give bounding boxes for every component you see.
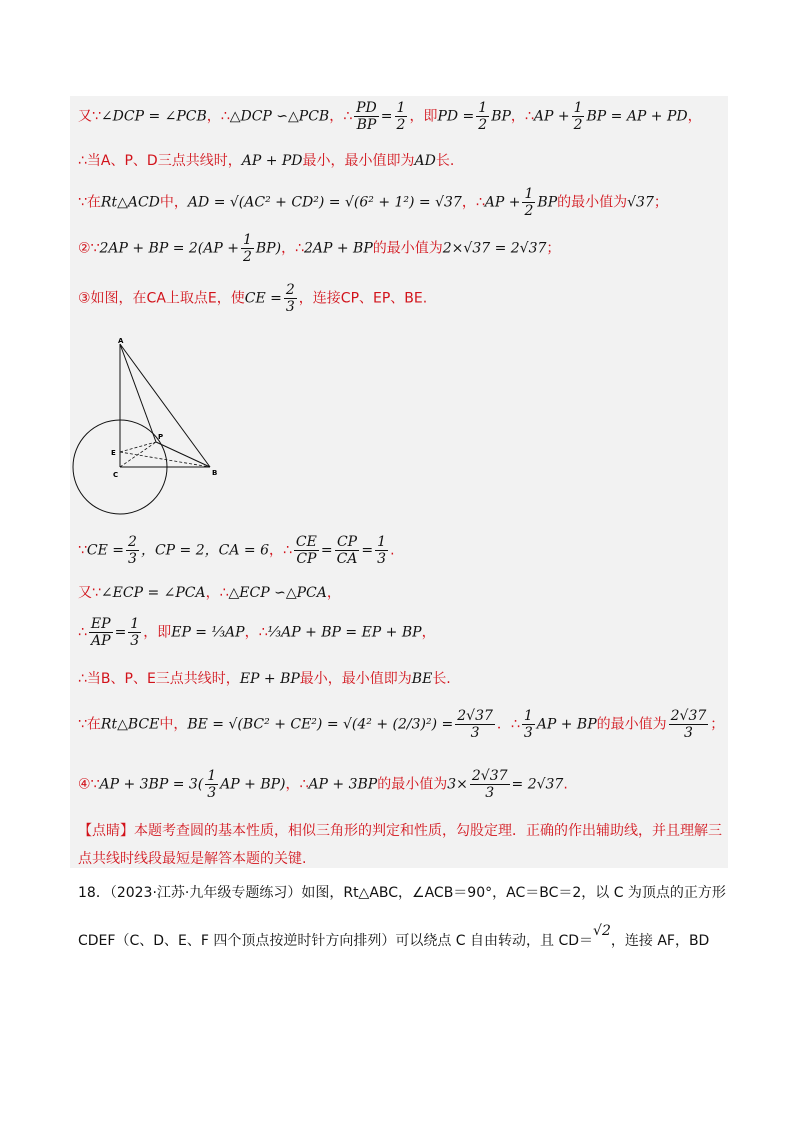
solution-line-6: ∵CE = $\frac{2}{3}$ ，CP = 2，CA = 6，∴ $\frac{CE}{CP}$ = $\frac{CP}{CA}$ = $\frac{1}{3}$ . xyxy=(78,534,395,567)
segment-pb xyxy=(156,442,210,467)
segment-ap xyxy=(120,344,156,442)
comment-line-2: 点共线时线段最短是解答本题的关键. xyxy=(78,851,307,867)
label-a: A xyxy=(118,337,124,345)
solution-line-1: 又∵∠DCP = ∠PCB，∴△DCP ∽△PCB，∴ $\frac{PD}{BP}$ = $\frac{1}{2}$ ，即PD = $\frac{1}{2}$ BP，∴AP + $\frac{1}{2}$ BP = AP + PD， xyxy=(78,100,702,133)
segment-cp xyxy=(120,442,156,467)
solution-line-10: ∵在Rt△BCE中，BE = √(BC² + CE²) = √(4² + (2/3)²) = $\frac{2√37}{3}$ ．∴ $\frac{1}{3}$ AP + BP的最小值为 $\frac{2√37}{3}$ ； xyxy=(78,708,725,741)
solution-line-11: ④∵AP + 3BP = 3( $\frac{1}{3}$ AP + BP)，∴AP + 3BP的最小值为3× $\frac{2√37}{3}$ = 2√37. xyxy=(78,768,568,801)
solution-line-9: ∴当B、P、E三点共线时，EP + BP最小，最小值即为BE长. xyxy=(78,671,451,687)
question-18-line-1: 18．（2023·江苏·九年级专题练习）如图，Rt△ABC，∠ACB＝90°，AC＝BC＝2，以 C 为顶点的正方形 xyxy=(78,885,726,901)
solution-line-2: ∴当A、P、D三点共线时，AP + PD最小，最小值即为AD长. xyxy=(78,153,455,169)
label-e: E xyxy=(111,449,116,457)
label-b: B xyxy=(212,469,218,477)
segment-ep xyxy=(120,442,156,452)
question-18-line-2: CDEF（C、D、E、F 四个顶点按逆时针方向排列）可以绕点 C 自由转动，且 CD＝√2，连接 AF，BD xyxy=(78,923,710,949)
comment-line-1: 【点睛】本题考查圆的基本性质，相似三角形的判定和性质，勾股定理．正确的作出辅助线，并且理解三 xyxy=(78,823,722,839)
solution-line-8: ∴ $\frac{EP}{AP}$ = $\frac{1}{3}$ ，即EP = ⅓AP，∴⅓AP + BP = EP + BP， xyxy=(78,616,436,649)
label-p: P xyxy=(158,433,164,441)
geometry-figure xyxy=(72,334,232,524)
label-c: C xyxy=(113,471,119,479)
segment-ab xyxy=(120,344,210,467)
solution-line-7: 又∵∠ECP = ∠PCA，∴△ECP ∽△PCA， xyxy=(78,585,341,601)
solution-line-3: ∵在Rt△ACD中，AD = √(AC² + CD²) = √(6² + 1²) = √37，∴AP + $\frac{1}{2}$ BP的最小值为√37； xyxy=(78,186,668,219)
solution-line-5: ③如图，在CA上取点E，使CE = $\frac{2}{3}$ ，连接CP、EP、BE. xyxy=(78,282,428,315)
solution-line-4: ②∵2AP + BP = 2(AP + $\frac{1}{2}$ BP)，∴2AP + BP的最小值为2×√37 = 2√37； xyxy=(78,232,561,265)
